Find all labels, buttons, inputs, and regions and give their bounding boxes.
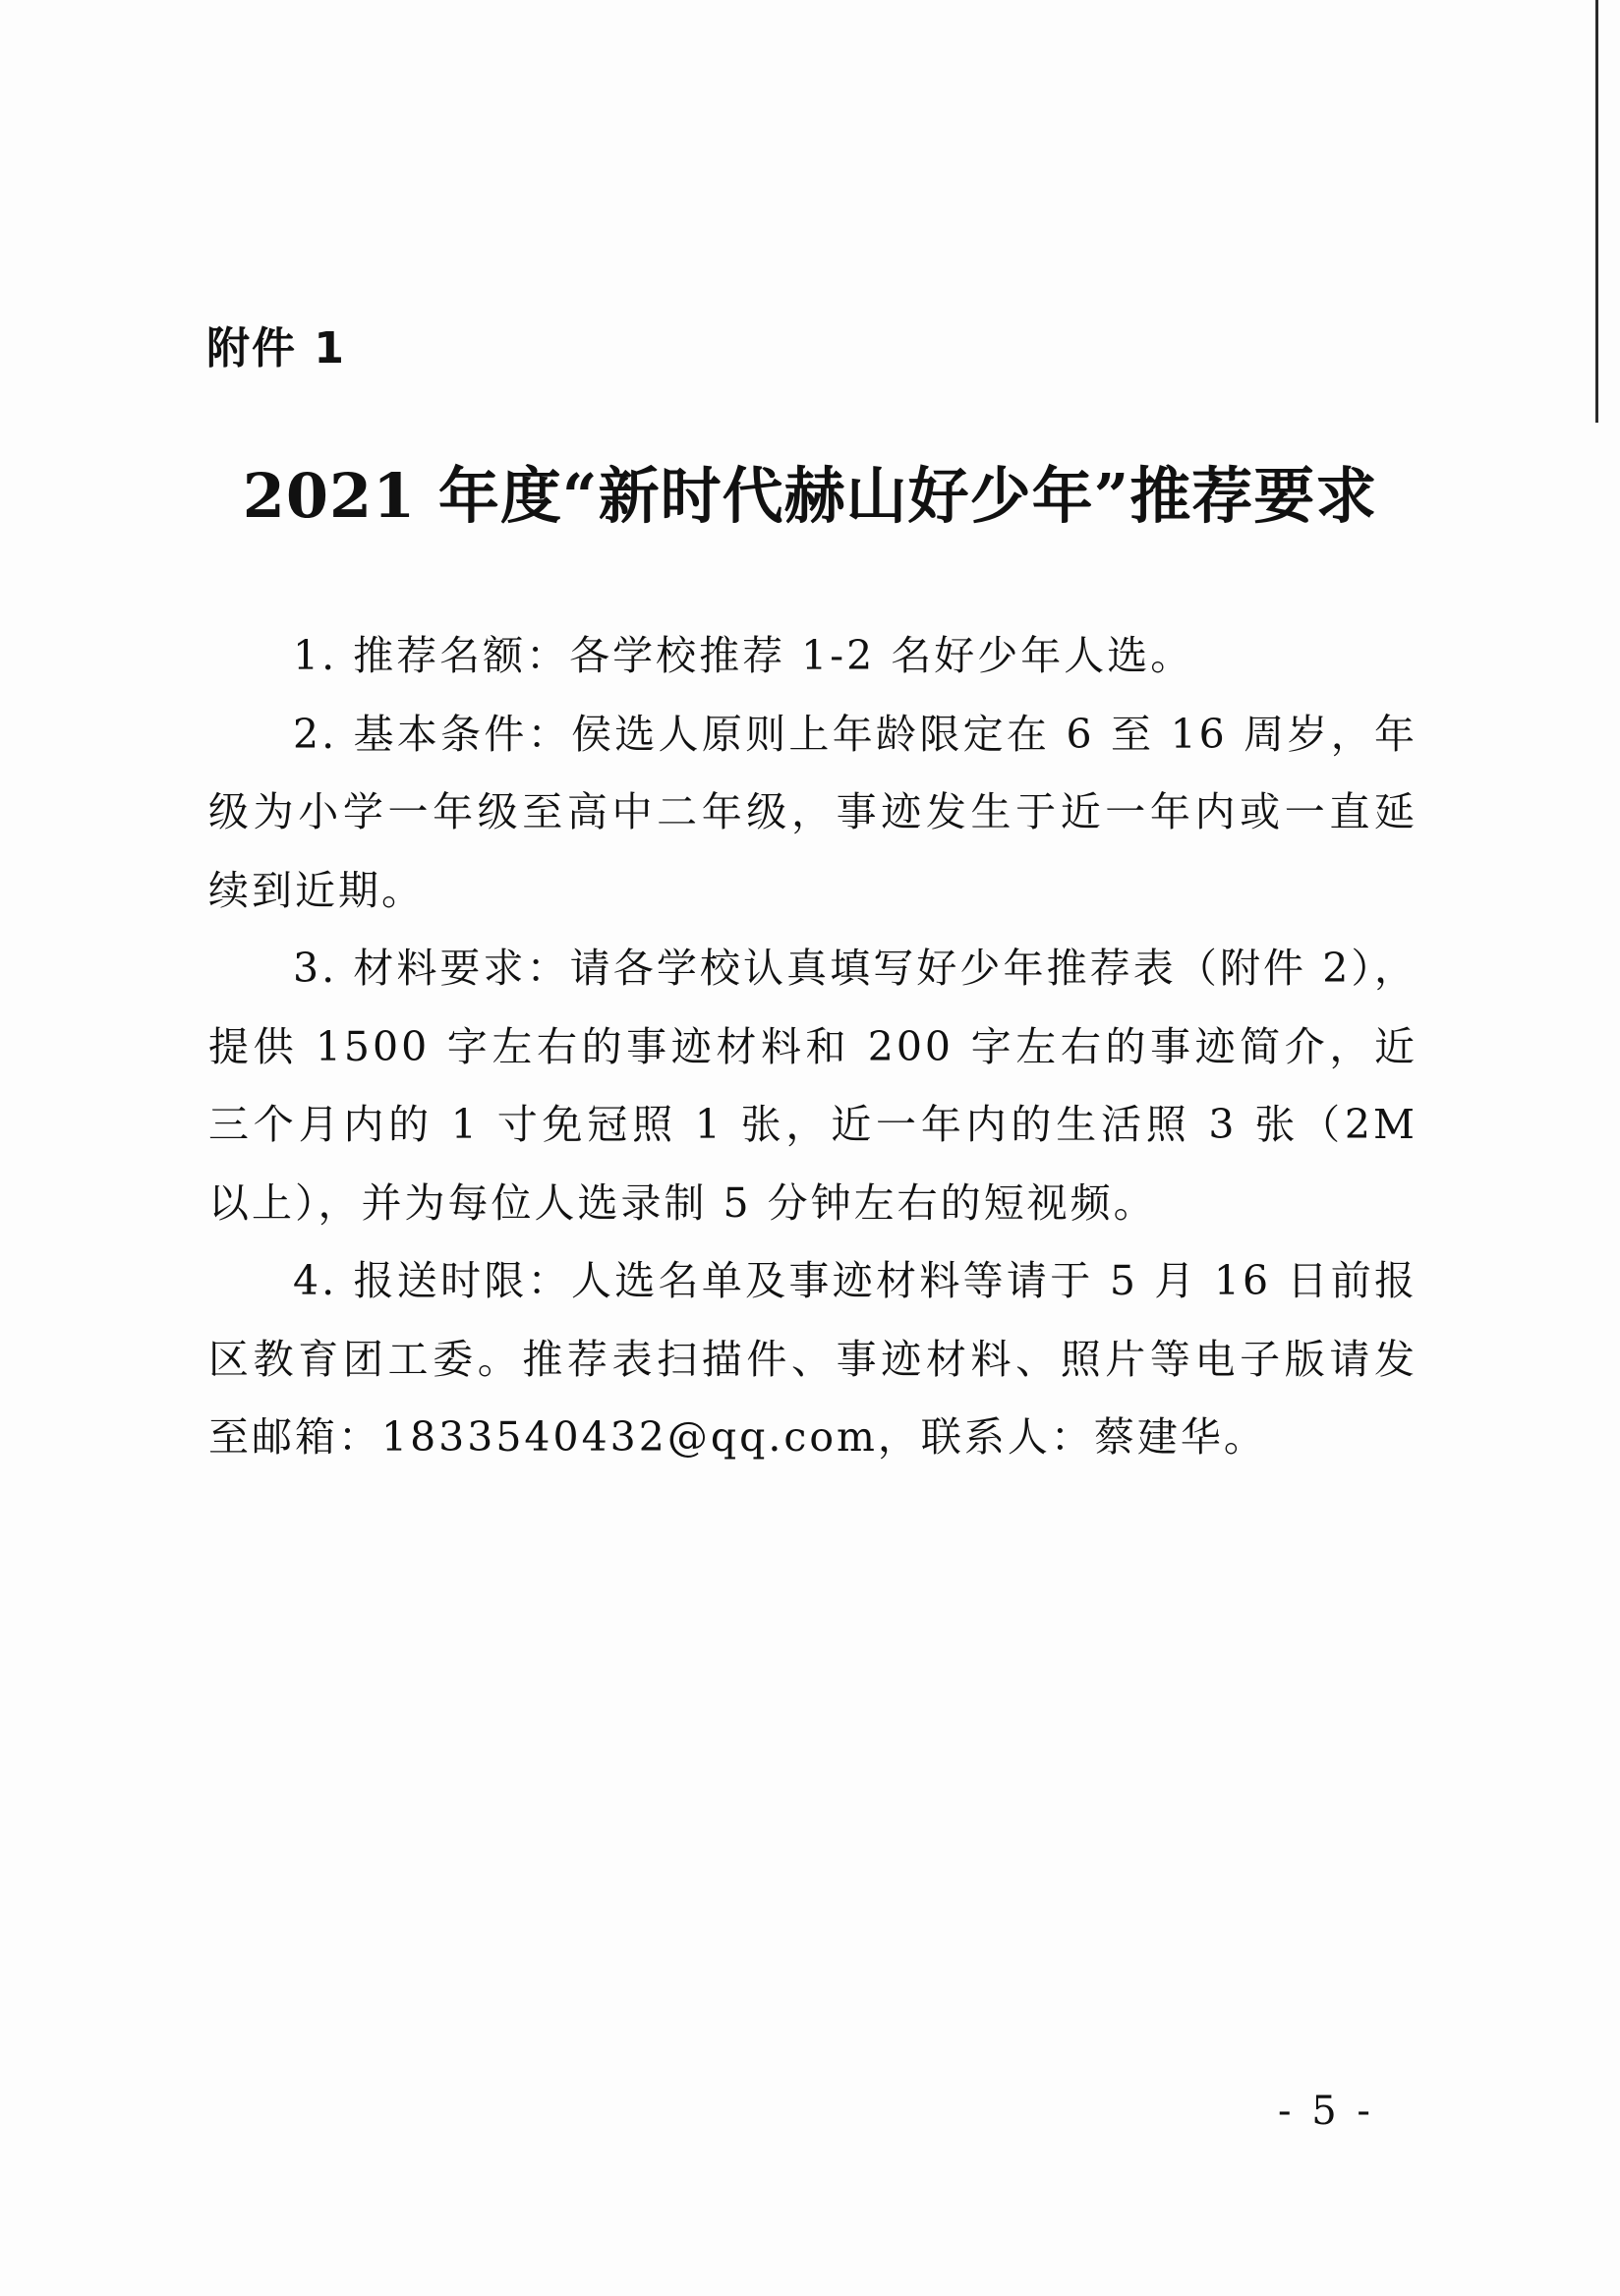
page-number: - 5 - xyxy=(1278,2089,1374,2134)
document-body xyxy=(208,617,1418,1477)
paragraph-quota: 1. 推荐名额：各学校推荐 1-2 名好少年人选。 xyxy=(293,632,1194,679)
attachment-label: 附件 1 xyxy=(206,323,346,373)
paragraph-conditions: 2. 基本条件：侯选人原则上年龄限定在 6 至 16 周岁，年级为小学一年级至高中二年级，事迹发生于近一年内或一直延续到近期。 xyxy=(208,710,1418,914)
scan-edge-line xyxy=(1595,0,1598,423)
paragraph-materials: 3. 材料要求：请各学校认真填写好少年推荐表（附件 2），提供 1500 字左右的事迹材料和 200 字左右的事迹简介，近三个月内的 1 寸免冠照 1 张，近一年内的生活照 3 张（2M 以上），并为每位人选录制 5 分钟左右的短视频。 xyxy=(208,945,1418,1227)
document-title: 2021 年度“新时代赫山好少年”推荐要求 xyxy=(242,460,1378,532)
paragraph-deadline: 4. 报送时限：人选名单及事迹材料等请于 5 月 16 日前报区教育团工委。推荐表扫描件、事迹材料、照片等电子版请发至邮箱：1833540432@qq.com，联系人：蔡建华。 xyxy=(208,1257,1418,1461)
